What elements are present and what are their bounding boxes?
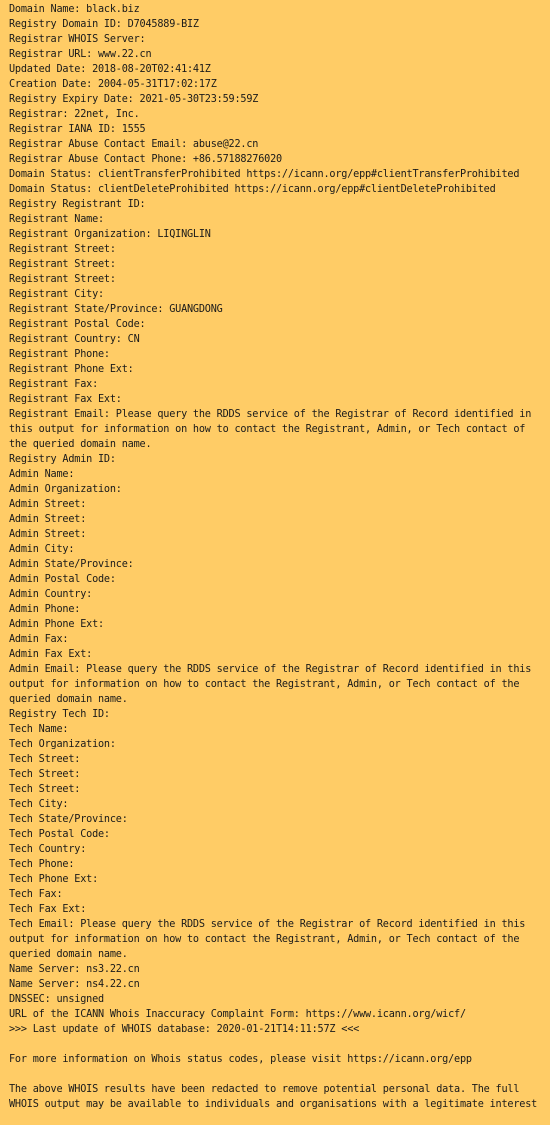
- whois-line: Tech Postal Code:: [9, 829, 110, 840]
- whois-line: Admin Street:: [9, 529, 87, 540]
- whois-line: Registry Tech ID:: [9, 709, 110, 720]
- whois-line: For more information on Whois status codes, please visit https://icann.org/epp: [9, 1054, 472, 1065]
- whois-line: Registry Registrant ID:: [9, 199, 146, 210]
- whois-line: Registry Domain ID: D7045889-BIZ: [9, 19, 199, 30]
- whois-line: >>> Last update of WHOIS database: 2020-01-21T14:11:57Z <<<: [9, 1024, 360, 1035]
- whois-line: Admin Street:: [9, 499, 87, 510]
- whois-line: Admin Email: Please query the RDDS service of the Registrar of Record identified in this output for information on how to contact the Registrant, Admin, or Tech contact of the queried domain name.: [9, 664, 538, 705]
- whois-line: Registrant Postal Code:: [9, 319, 146, 330]
- whois-line: Tech City:: [9, 799, 69, 810]
- whois-line: Registry Expiry Date: 2021-05-30T23:59:59Z: [9, 94, 259, 105]
- whois-line: Registrant Street:: [9, 244, 116, 255]
- whois-line: Admin Fax:: [9, 634, 69, 645]
- whois-line: Registrant Country: CN: [9, 334, 140, 345]
- whois-line: Tech Country:: [9, 844, 87, 855]
- whois-line: Registry Admin ID:: [9, 454, 116, 465]
- whois-line: Admin Postal Code:: [9, 574, 116, 585]
- whois-line: Registrar IANA ID: 1555: [9, 124, 146, 135]
- whois-line: Registrant Name:: [9, 214, 104, 225]
- whois-line: Tech Phone Ext:: [9, 874, 99, 885]
- whois-line: Registrant Fax:: [9, 379, 99, 390]
- whois-line: Registrant City:: [9, 289, 104, 300]
- whois-line: Creation Date: 2004-05-31T17:02:17Z: [9, 79, 217, 90]
- whois-line: Admin Organization:: [9, 484, 122, 495]
- whois-line: Admin Phone Ext:: [9, 619, 104, 630]
- whois-line: Tech Fax Ext:: [9, 904, 87, 915]
- whois-line: The above WHOIS results have been redacted to remove potential personal data. The full WHOIS output may be available to individuals and organisations with a legitimate interest: [9, 1084, 538, 1110]
- whois-line: Tech Fax:: [9, 889, 63, 900]
- whois-line: Registrant Street:: [9, 259, 116, 270]
- whois-line: Domain Status: clientTransferProhibited https://icann.org/epp#clientTransferProhibited: [9, 169, 520, 180]
- whois-line: Admin Fax Ext:: [9, 649, 93, 660]
- whois-line: Registrant Phone Ext:: [9, 364, 134, 375]
- whois-line: Domain Name: black.biz: [9, 4, 140, 15]
- whois-line: Registrar: 22net, Inc.: [9, 109, 140, 120]
- whois-line: Registrar Abuse Contact Phone: +86.57188276020: [9, 154, 282, 165]
- whois-line: Registrar WHOIS Server:: [9, 34, 146, 45]
- whois-line: Tech Email: Please query the RDDS service of the Registrar of Record identified in this output for information on how to contact the Registrant, Admin, or Tech contact of the queried domain name.: [9, 919, 532, 960]
- whois-line: Registrant Phone:: [9, 349, 110, 360]
- whois-line: Tech Street:: [9, 784, 81, 795]
- whois-line: Registrant State/Province: GUANGDONG: [9, 304, 223, 315]
- whois-line: Registrant Organization: LIQINGLIN: [9, 229, 211, 240]
- whois-line: Tech State/Province:: [9, 814, 128, 825]
- whois-line: Domain Status: clientDeleteProhibited https://icann.org/epp#clientDeleteProhibited: [9, 184, 496, 195]
- whois-line: Registrant Fax Ext:: [9, 394, 122, 405]
- whois-line: Registrar Abuse Contact Email: abuse@22.cn: [9, 139, 259, 150]
- whois-line: Registrar URL: www.22.cn: [9, 49, 152, 60]
- whois-line: Updated Date: 2018-08-20T02:41:41Z: [9, 64, 211, 75]
- whois-line: Tech Organization:: [9, 739, 116, 750]
- whois-line: Admin City:: [9, 544, 75, 555]
- blank-line: [9, 1067, 546, 1082]
- whois-line: Admin State/Province:: [9, 559, 134, 570]
- whois-line: Tech Street:: [9, 754, 81, 765]
- whois-line: DNSSEC: unsigned: [9, 994, 104, 1005]
- whois-line: Admin Street:: [9, 514, 87, 525]
- whois-line: Registrant Email: Please query the RDDS service of the Registrar of Record identified in this output for information on how to contact the Registrant, Admin, or Tech contact of the queried domain name.: [9, 409, 538, 450]
- whois-line: Name Server: ns4.22.cn: [9, 979, 140, 990]
- whois-line: Tech Name:: [9, 724, 69, 735]
- whois-line: URL of the ICANN Whois Inaccuracy Complaint Form: https://www.icann.org/wicf/: [9, 1009, 466, 1020]
- whois-line: Admin Country:: [9, 589, 93, 600]
- whois-line: Registrant Street:: [9, 274, 116, 285]
- whois-line: Tech Phone:: [9, 859, 75, 870]
- whois-line: Tech Street:: [9, 769, 81, 780]
- whois-line: Admin Phone:: [9, 604, 81, 615]
- whois-line: Name Server: ns3.22.cn: [9, 964, 140, 975]
- whois-line: Admin Name:: [9, 469, 75, 480]
- blank-line: [9, 1037, 546, 1052]
